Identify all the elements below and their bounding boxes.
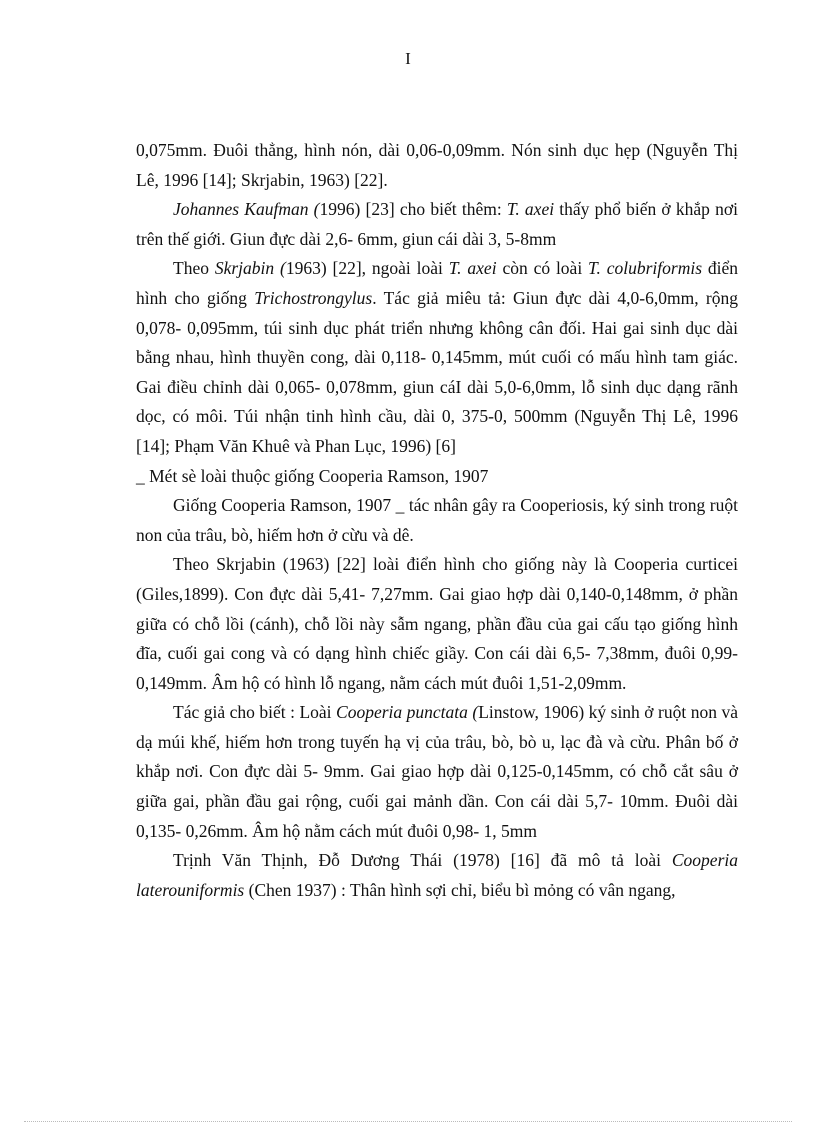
- species-name: Cooperia laterouniformis: [136, 850, 738, 900]
- citation-text: 1996) [23] cho biết thêm:: [319, 199, 507, 220]
- paragraph-8: [136, 846, 738, 905]
- page-number: I: [405, 49, 411, 68]
- dash-marker: _: [136, 465, 145, 486]
- paragraph-text: . Tác giả miêu tả: Giun đực dài 4,0-6,0mm, rộng 0,078- 0,095mm, túi sinh dục phát triển nhưng không cân đối. Hai gai sinh dục dài bằng nhau, hình thuyền cong, dài 0,118- 0,145mm, mút cuối có mấu hình tam giác. Gai điều chỉnh dài 0,065- 0,078mm, giun cáI dài 5,0-6,0mm, lỗ sinh dục dạng rãnh dọc, có môi. Túi nhận tinh hình cầu, dài 0, 375-0, 500mm (Nguyễn Thị Lê, 1996 [14]; Phạm Văn Khuê và Phan Lục, 1996) [6]: [136, 287, 738, 456]
- paragraph-2: [136, 195, 738, 254]
- author-name: Johannes Kaufman (: [173, 199, 320, 220]
- paragraph-6: Theo Skrjabin (1963) [22] loài điển hình cho giống này là Cooperia curticei (Giles,1899). Con đực dài 5,41- 7,27mm. Gai giao hợp dài 0,140-0,148mm, ở phần giữa có chỗ lồi (cánh), chỗ lồi này sẫm ngang, phần đầu của gai cấu tạo giống hình đĩa, cuối gai cong và có dạng hình chiếc giầy. Con cái dài 6,5- 7,38mm, đuôi 0,99-0,149mm. Âm hộ có hình lỗ ngang, nằm cách mút đuôi 1,51-2,09mm.: [136, 554, 738, 693]
- paragraph-text: 1963) [22], ngoài loài: [285, 258, 449, 279]
- paragraph-text: Theo: [173, 258, 215, 279]
- paragraph-text: (Chen 1937) : Thân hình sợi chỉ, biểu bì mỏng có vân ngang,: [244, 879, 676, 900]
- paragraph-1: 0,075mm. Đuôi thẳng, hình nón, dài 0,06-0,09mm. Nón sinh dục hẹp (Nguyễn Thị Lê, 1996 [14]; Skrjabin, 1963) [22].: [136, 140, 738, 190]
- species-name: T. axei: [506, 199, 555, 220]
- paragraph-text: Tác giả cho biết : Loài: [173, 702, 337, 723]
- page-bottom-rule: [24, 1121, 792, 1122]
- paragraph-text: điển hình cho giống: [136, 258, 738, 308]
- section-heading-text: Mét sè loài thuộc giống Cooperia Ramson, 1907: [149, 465, 489, 486]
- genus-name: Trichostrongylus: [254, 287, 373, 308]
- paragraph-7: [136, 698, 738, 846]
- paragraph-3: [136, 254, 738, 461]
- species-name: T. axei: [448, 258, 497, 279]
- paragraph-text: thấy phổ biến ở khắp nơi trên thế giới. Giun đực dài 2,6- 6mm, giun cái dài 3, 5-8mm: [136, 199, 738, 249]
- section-heading: [136, 462, 738, 492]
- body-text: [136, 136, 738, 905]
- paragraph-text: Linstow, 1906) ký sinh ở ruột non và dạ múi khế, hiếm hơn trong tuyến hạ vị của trâu, bò, bò u, lạc đà và cừu. Phân bố ở khắp nơi. Con đực dài 5- 9mm. Gai giao hợp dài 0,125-0,145mm, có chỗ cắt sâu ở giữa gai, phần đầu gai rộng, cuối gai mảnh dần. Con cái dài 5,7- 10mm. Đuôi dài 0,135- 0,26mm. Âm hộ nằm cách mút đuôi 0,98- 1, 5mm: [136, 702, 739, 841]
- species-name: Cooperia punctata (: [336, 702, 479, 723]
- paragraph-text: còn có loài: [496, 258, 589, 279]
- paragraph-text: Trịnh Văn Thịnh, Đỗ Dương Thái (1978) [16] đã mô tả loài: [173, 850, 672, 871]
- author-name: Skrjabin (: [214, 258, 286, 279]
- species-name: T. colubriformis: [588, 258, 702, 279]
- paragraph-5: Giống Cooperia Ramson, 1907 _ tác nhân gây ra Cooperiosis, ký sinh trong ruột non của trâu, bò, hiếm hơn ở cừu và dê.: [136, 495, 738, 545]
